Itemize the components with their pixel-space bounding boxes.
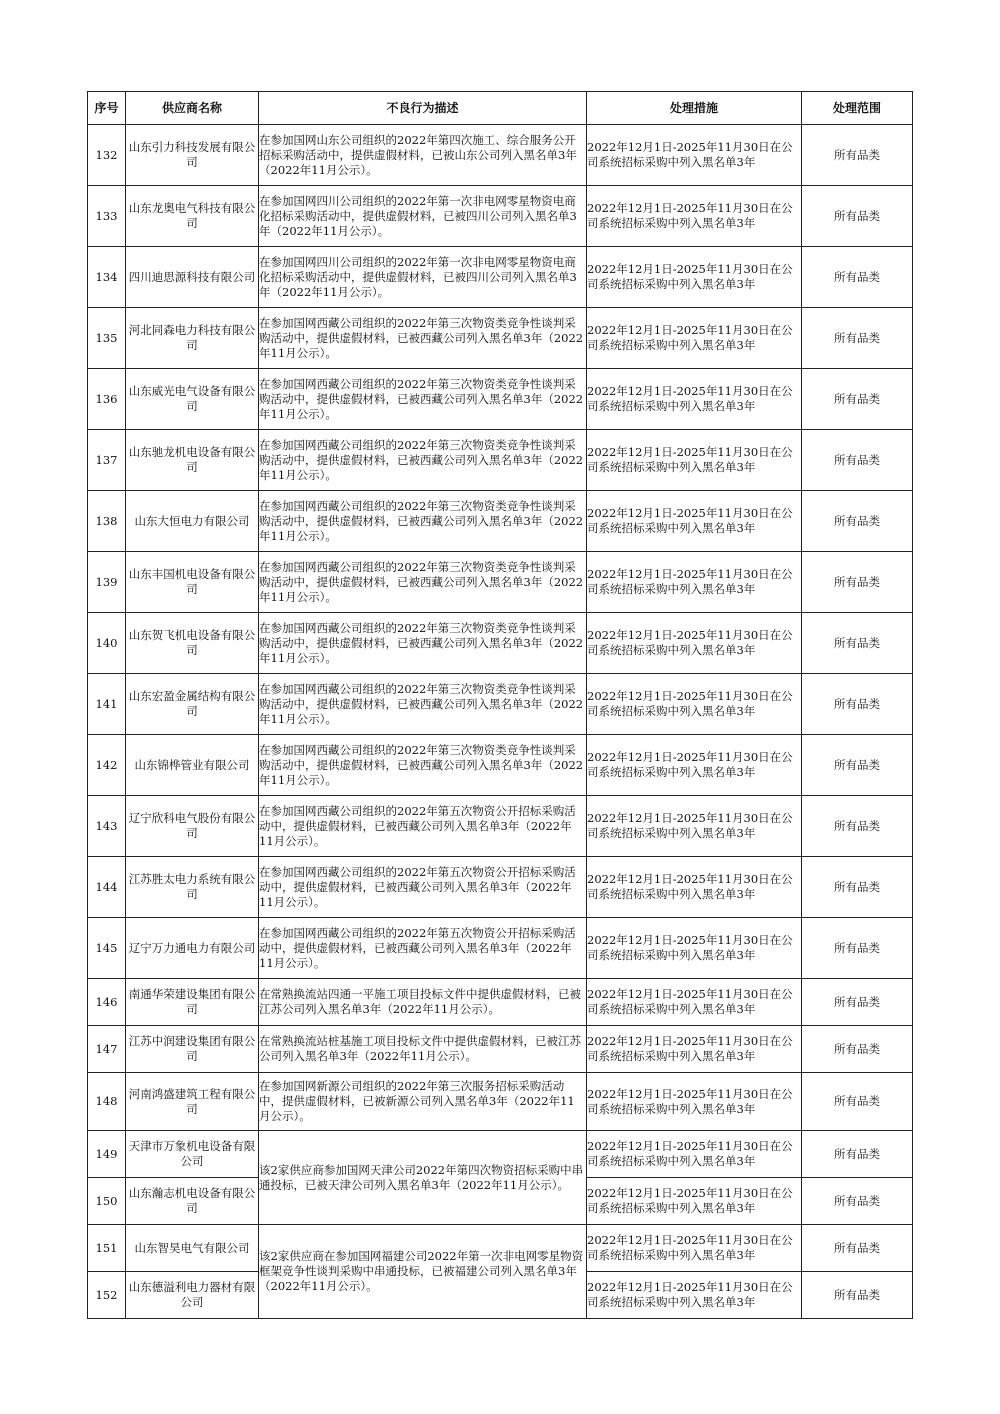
row-no: 146 [88, 979, 126, 1026]
misconduct-desc: 在参加国网四川公司组织的2022年第一次非电网零星物资电商化招标采购活动中，提供虚假材料，已被四川公司列入黑名单3年（2022年11月公示）。 [259, 186, 587, 247]
header-desc: 不良行为描述 [259, 92, 587, 125]
measure: 2022年12月1日-2025年11月30日在公司系统招标采购中列入黑名单3年 [587, 491, 802, 552]
supplier-name: 山东驰龙机电设备有限公司 [126, 430, 259, 491]
header-scope: 处理范围 [802, 92, 913, 125]
measure: 2022年12月1日-2025年11月30日在公司系统招标采购中列入黑名单3年 [587, 1131, 802, 1178]
supplier-name: 河南鸿盛建筑工程有限公司 [126, 1073, 259, 1131]
row-no: 140 [88, 613, 126, 674]
table-row [88, 735, 913, 796]
supplier-name: 山东丰国机电设备有限公司 [126, 552, 259, 613]
row-no: 134 [88, 247, 126, 308]
row-no: 148 [88, 1073, 126, 1131]
table-row [88, 552, 913, 613]
table-row [88, 918, 913, 979]
measure: 2022年12月1日-2025年11月30日在公司系统招标采购中列入黑名单3年 [587, 186, 802, 247]
supplier-name: 天津市万象机电设备有限公司 [126, 1131, 259, 1178]
header-name: 供应商名称 [126, 92, 259, 125]
table-row [88, 491, 913, 552]
measure: 2022年12月1日-2025年11月30日在公司系统招标采购中列入黑名单3年 [587, 1026, 802, 1073]
table-row [88, 979, 913, 1026]
table-row [88, 308, 913, 369]
table-row [88, 430, 913, 491]
row-no: 139 [88, 552, 126, 613]
scope: 所有品类 [802, 308, 913, 369]
measure: 2022年12月1日-2025年11月30日在公司系统招标采购中列入黑名单3年 [587, 1225, 802, 1272]
misconduct-desc: 在参加国网四川公司组织的2022年第一次非电网零星物资电商化招标采购活动中，提供虚假材料，已被四川公司列入黑名单3年（2022年11月公示）。 [259, 247, 587, 308]
scope: 所有品类 [802, 186, 913, 247]
row-no: 151 [88, 1225, 126, 1272]
row-no: 137 [88, 430, 126, 491]
table-row [88, 796, 913, 857]
measure: 2022年12月1日-2025年11月30日在公司系统招标采购中列入黑名单3年 [587, 796, 802, 857]
scope: 所有品类 [802, 491, 913, 552]
measure: 2022年12月1日-2025年11月30日在公司系统招标采购中列入黑名单3年 [587, 613, 802, 674]
measure: 2022年12月1日-2025年11月30日在公司系统招标采购中列入黑名单3年 [587, 552, 802, 613]
scope: 所有品类 [802, 1026, 913, 1073]
misconduct-desc: 该2家供应商参加国网天津公司2022年第四次物资招标采购中串通投标，已被天津公司列入黑名单3年（2022年11月公示）。 [259, 1131, 587, 1225]
supplier-name: 江苏胜太电力系统有限公司 [126, 857, 259, 918]
scope: 所有品类 [802, 613, 913, 674]
scope: 所有品类 [802, 979, 913, 1026]
supplier-name: 山东智昊电气有限公司 [126, 1225, 259, 1272]
misconduct-desc: 在参加国网西藏公司组织的2022年第三次物资类竞争性谈判采购活动中，提供虚假材料，已被西藏公司列入黑名单3年（2022年11月公示）。 [259, 369, 587, 430]
scope: 所有品类 [802, 369, 913, 430]
misconduct-desc: 在参加国网西藏公司组织的2022年第三次物资类竞争性谈判采购活动中，提供虚假材料，已被西藏公司列入黑名单3年（2022年11月公示）。 [259, 613, 587, 674]
supplier-name: 山东锦桦管业有限公司 [126, 735, 259, 796]
header-no: 序号 [88, 92, 126, 125]
row-no: 142 [88, 735, 126, 796]
scope: 所有品类 [802, 125, 913, 186]
scope: 所有品类 [802, 918, 913, 979]
misconduct-desc: 在参加国网西藏公司组织的2022年第三次物资类竞争性谈判采购活动中，提供虚假材料，已被西藏公司列入黑名单3年（2022年11月公示）。 [259, 491, 587, 552]
supplier-name: 辽宁欣科电气股份有限公司 [126, 796, 259, 857]
supplier-name: 山东德溢利电力器材有限公司 [126, 1272, 259, 1319]
table-row [88, 613, 913, 674]
table-row [88, 1131, 913, 1178]
table-row [88, 674, 913, 735]
misconduct-desc: 在参加国网西藏公司组织的2022年第三次物资类竞争性谈判采购活动中，提供虚假材料，已被西藏公司列入黑名单3年（2022年11月公示）。 [259, 674, 587, 735]
row-no: 152 [88, 1272, 126, 1319]
table-row [88, 369, 913, 430]
scope: 所有品类 [802, 1225, 913, 1272]
table-row [88, 186, 913, 247]
supplier-name: 河北同森电力科技有限公司 [126, 308, 259, 369]
misconduct-desc: 在参加国网西藏公司组织的2022年第五次物资公开招标采购活动中，提供虚假材料，已被西藏公司列入黑名单3年（2022年11月公示）。 [259, 796, 587, 857]
row-no: 150 [88, 1178, 126, 1225]
row-no: 135 [88, 308, 126, 369]
scope: 所有品类 [802, 857, 913, 918]
scope: 所有品类 [802, 1178, 913, 1225]
table-header-row [88, 92, 913, 125]
table-row [88, 1073, 913, 1131]
measure: 2022年12月1日-2025年11月30日在公司系统招标采购中列入黑名单3年 [587, 674, 802, 735]
supplier-name: 四川迪思源科技有限公司 [126, 247, 259, 308]
supplier-name: 辽宁万力通电力有限公司 [126, 918, 259, 979]
misconduct-desc: 在常熟换流站桩基施工项目投标文件中提供虚假材料，已被江苏公司列入黑名单3年（2022年11月公示）。 [259, 1026, 587, 1073]
row-no: 133 [88, 186, 126, 247]
blacklist-table [87, 91, 913, 1319]
measure: 2022年12月1日-2025年11月30日在公司系统招标采购中列入黑名单3年 [587, 1178, 802, 1225]
supplier-name: 山东瀚志机电设备有限公司 [126, 1178, 259, 1225]
measure: 2022年12月1日-2025年11月30日在公司系统招标采购中列入黑名单3年 [587, 1073, 802, 1131]
misconduct-desc: 在参加国网西藏公司组织的2022年第三次物资类竞争性谈判采购活动中，提供虚假材料，已被西藏公司列入黑名单3年（2022年11月公示）。 [259, 430, 587, 491]
measure: 2022年12月1日-2025年11月30日在公司系统招标采购中列入黑名单3年 [587, 247, 802, 308]
table-row [88, 1026, 913, 1073]
header-measure: 处理措施 [587, 92, 802, 125]
measure: 2022年12月1日-2025年11月30日在公司系统招标采购中列入黑名单3年 [587, 857, 802, 918]
measure: 2022年12月1日-2025年11月30日在公司系统招标采购中列入黑名单3年 [587, 308, 802, 369]
misconduct-desc: 在参加国网西藏公司组织的2022年第三次物资类竞争性谈判采购活动中，提供虚假材料，已被西藏公司列入黑名单3年（2022年11月公示）。 [259, 308, 587, 369]
table-row [88, 125, 913, 186]
supplier-name: 山东大恒电力有限公司 [126, 491, 259, 552]
table-row [88, 1225, 913, 1272]
scope: 所有品类 [802, 796, 913, 857]
misconduct-desc: 在常熟换流站四通一平施工项目投标文件中提供虚假材料，已被江苏公司列入黑名单3年（2022年11月公示）。 [259, 979, 587, 1026]
scope: 所有品类 [802, 552, 913, 613]
scope: 所有品类 [802, 735, 913, 796]
scope: 所有品类 [802, 1131, 913, 1178]
scope: 所有品类 [802, 1272, 913, 1319]
misconduct-desc: 在参加国网西藏公司组织的2022年第五次物资公开招标采购活动中，提供虚假材料，已被西藏公司列入黑名单3年（2022年11月公示）。 [259, 918, 587, 979]
row-no: 147 [88, 1026, 126, 1073]
measure: 2022年12月1日-2025年11月30日在公司系统招标采购中列入黑名单3年 [587, 125, 802, 186]
measure: 2022年12月1日-2025年11月30日在公司系统招标采购中列入黑名单3年 [587, 369, 802, 430]
table-row [88, 857, 913, 918]
supplier-name: 山东引力科技发展有限公司 [126, 125, 259, 186]
measure: 2022年12月1日-2025年11月30日在公司系统招标采购中列入黑名单3年 [587, 979, 802, 1026]
measure: 2022年12月1日-2025年11月30日在公司系统招标采购中列入黑名单3年 [587, 735, 802, 796]
supplier-name: 山东威光电气设备有限公司 [126, 369, 259, 430]
row-no: 141 [88, 674, 126, 735]
supplier-name: 山东龙奥电气科技有限公司 [126, 186, 259, 247]
misconduct-desc: 在参加国网西藏公司组织的2022年第三次物资类竞争性谈判采购活动中，提供虚假材料，已被西藏公司列入黑名单3年（2022年11月公示）。 [259, 735, 587, 796]
scope: 所有品类 [802, 674, 913, 735]
row-no: 149 [88, 1131, 126, 1178]
row-no: 145 [88, 918, 126, 979]
measure: 2022年12月1日-2025年11月30日在公司系统招标采购中列入黑名单3年 [587, 918, 802, 979]
misconduct-desc: 在参加国网西藏公司组织的2022年第三次物资类竞争性谈判采购活动中，提供虚假材料，已被西藏公司列入黑名单3年（2022年11月公示）。 [259, 552, 587, 613]
row-no: 136 [88, 369, 126, 430]
supplier-name: 南通华荣建设集团有限公司 [126, 979, 259, 1026]
scope: 所有品类 [802, 247, 913, 308]
misconduct-desc: 在参加国网山东公司组织的2022年第四次施工、综合服务公开招标采购活动中，提供虚假材料，已被山东公司列入黑名单3年（2022年11月公示）。 [259, 125, 587, 186]
row-no: 143 [88, 796, 126, 857]
measure: 2022年12月1日-2025年11月30日在公司系统招标采购中列入黑名单3年 [587, 430, 802, 491]
row-no: 132 [88, 125, 126, 186]
supplier-name: 山东贺飞机电设备有限公司 [126, 613, 259, 674]
misconduct-desc: 在参加国网新源公司组织的2022年第三次服务招标采购活动中，提供虚假材料，已被新源公司列入黑名单3年（2022年11月公示）。 [259, 1073, 587, 1131]
supplier-name: 江苏中润建设集团有限公司 [126, 1026, 259, 1073]
measure: 2022年12月1日-2025年11月30日在公司系统招标采购中列入黑名单3年 [587, 1272, 802, 1319]
misconduct-desc: 该2家供应商在参加国网福建公司2022年第一次非电网零星物资框架竞争性谈判采购中串通投标，已被福建公司列入黑名单3年（2022年11月公示）。 [259, 1225, 587, 1319]
misconduct-desc: 在参加国网西藏公司组织的2022年第五次物资公开招标采购活动中，提供虚假材料，已被西藏公司列入黑名单3年（2022年11月公示）。 [259, 857, 587, 918]
row-no: 138 [88, 491, 126, 552]
table-row [88, 247, 913, 308]
scope: 所有品类 [802, 1073, 913, 1131]
supplier-name: 山东宏盈金属结构有限公司 [126, 674, 259, 735]
scope: 所有品类 [802, 430, 913, 491]
row-no: 144 [88, 857, 126, 918]
